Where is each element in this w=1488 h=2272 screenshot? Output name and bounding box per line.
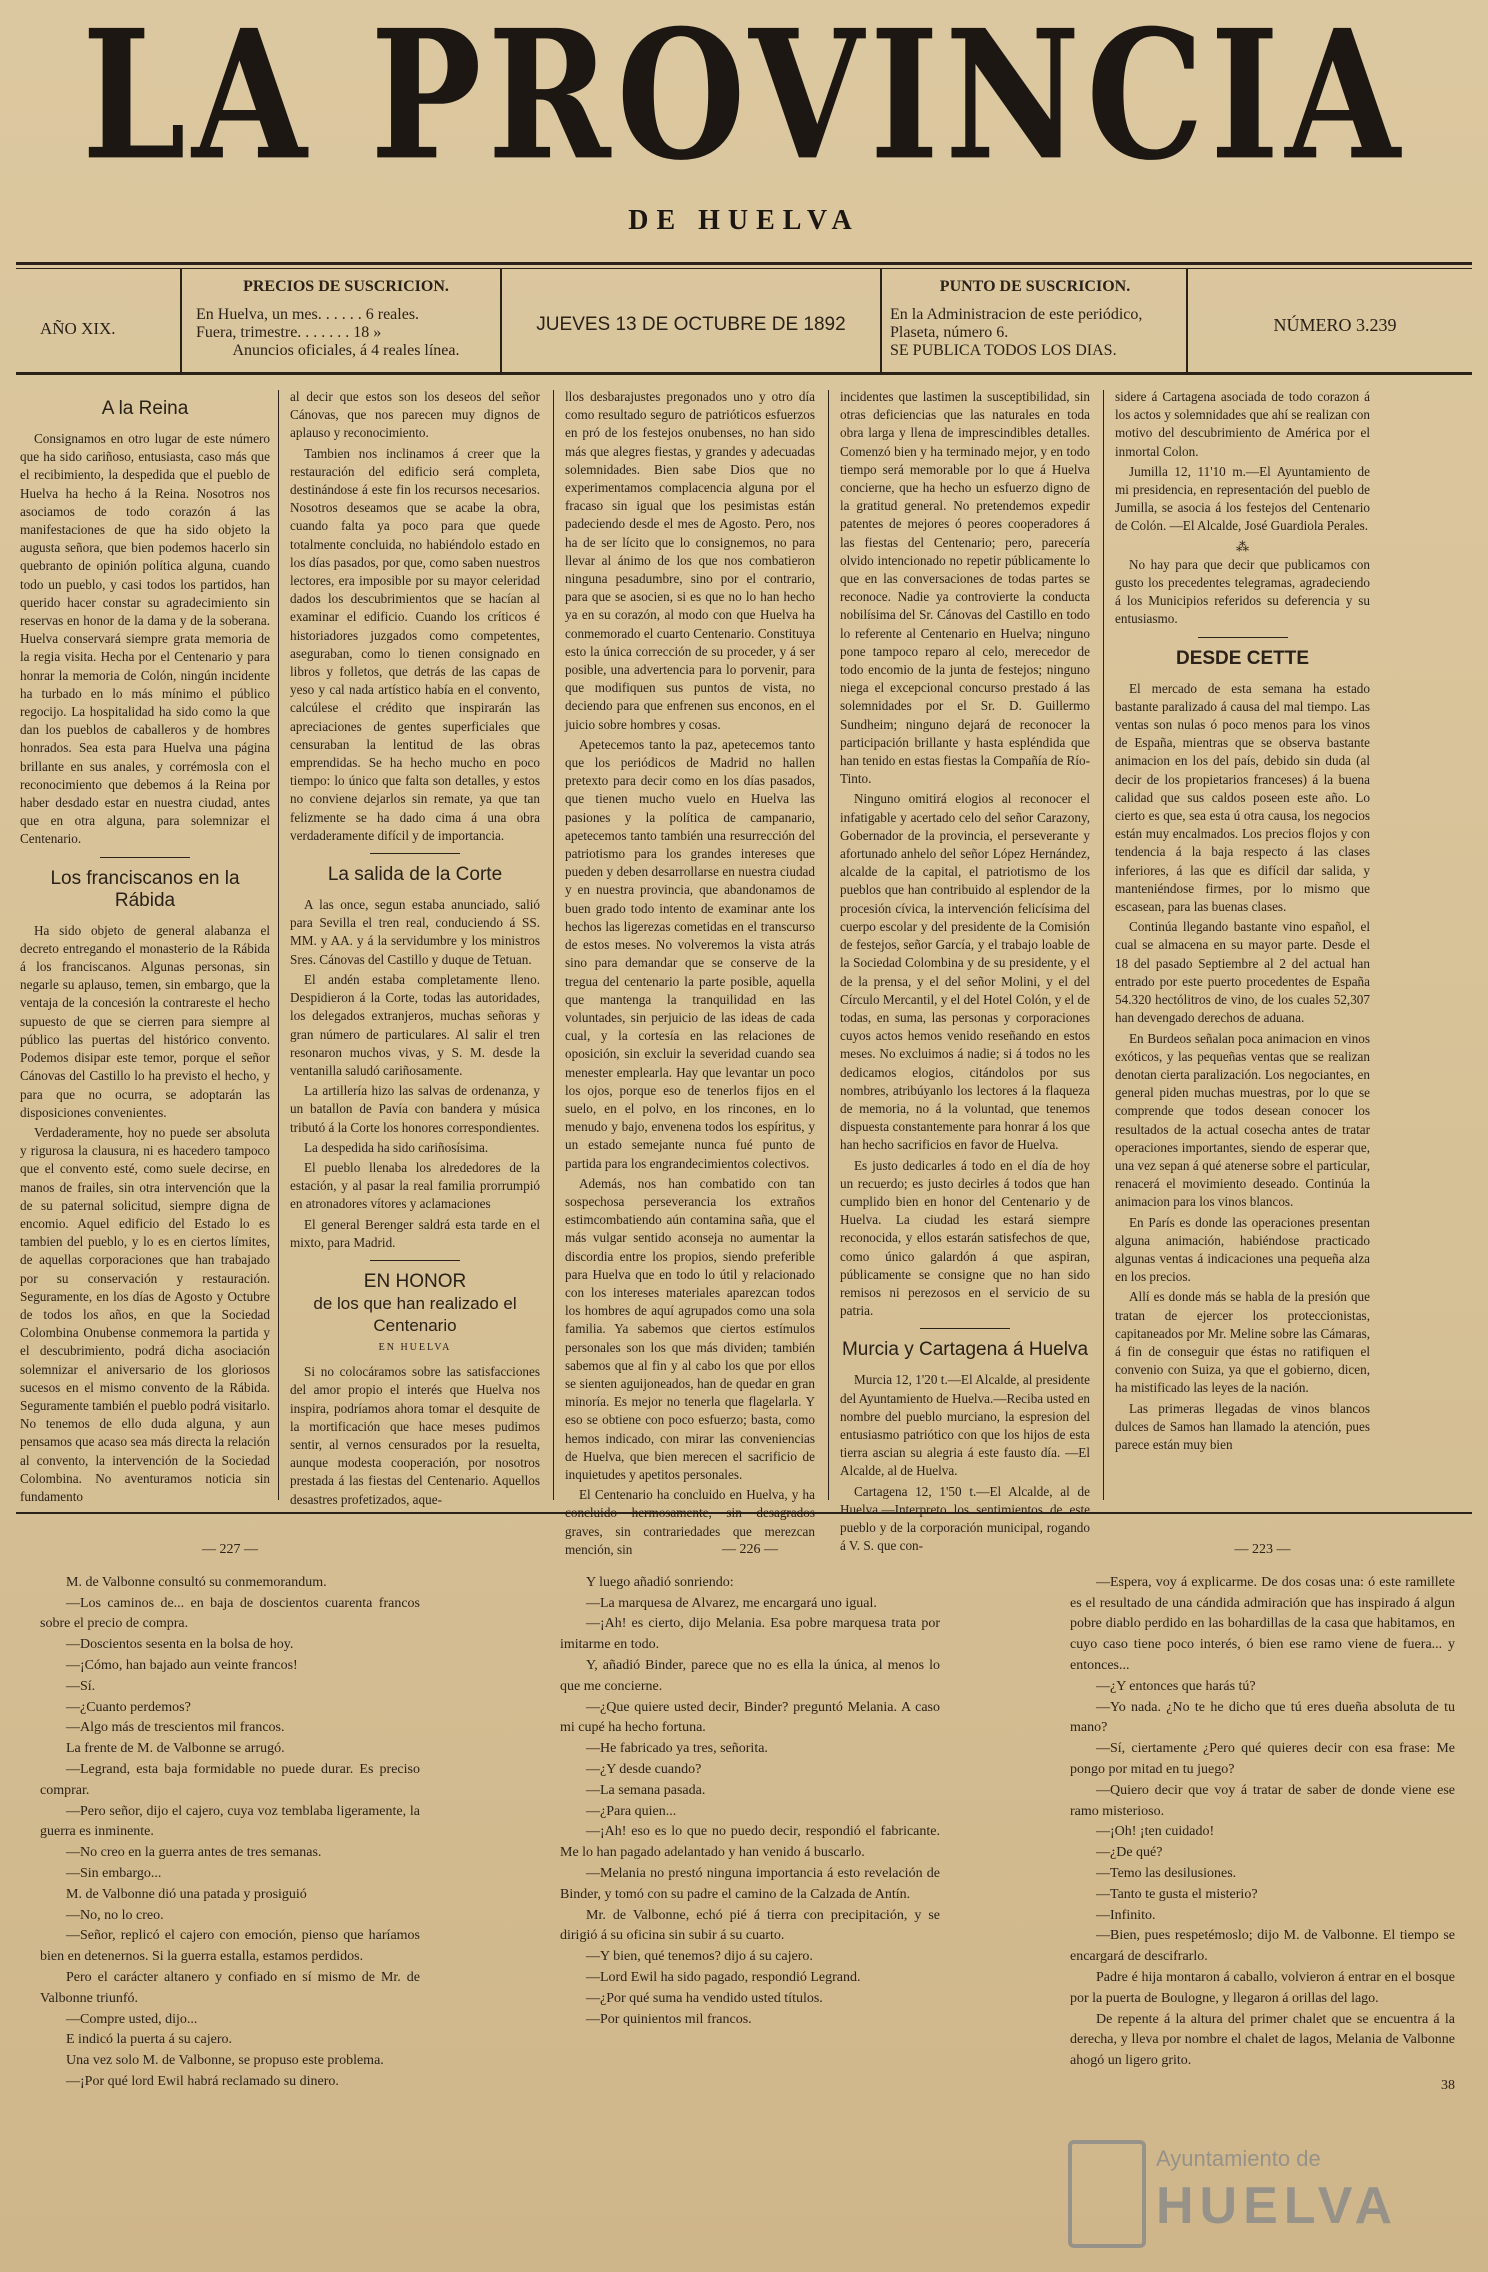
article-heading: A la Reina: [101, 398, 189, 419]
article-paragraph: El mercado de esta semana ha estado bastante paralizado á causa del mal tiempo. Las ventas son nulas ó poco menos para los vinos de España, mientras que se observa bastante animacion en los del país, debido sin duda (al decir de los propietarios franceses) á la buena calidad que sus caldos poseen este año. Lo cierto es que, sea esta ú otra causa, los negocios están muy encalmados. Los precios flojos y con tendencia á la baja respecto á las clases inferiores, á las que es difícil dar salida, y manteniéndose firmes, por lo mismo que escasean, para las buenas clases.: [1115, 680, 1370, 915]
folletin-line: —¿Cuanto perdemos?: [66, 1699, 191, 1715]
folletin-line: —Infinito.: [1096, 1907, 1156, 1923]
article-paragraph: La despedida ha sido cariñosísima.: [304, 1139, 489, 1155]
folletin-text: [1070, 1573, 1455, 2072]
column-rule: [1103, 390, 1104, 1500]
year-label: AÑO XIX.: [40, 319, 116, 338]
column-rule: [278, 390, 279, 1500]
folletin-line: —¿De qué?: [1096, 1845, 1163, 1861]
folletin-line: —Sí.: [66, 1678, 96, 1694]
punto-title: PUNTO DE SUSCRICION.: [939, 278, 1131, 295]
watermark-line1: Ayuntamiento de: [1156, 2146, 1321, 2171]
article-paragraph: El general Berenger saldrá esta tarde en el mixto, para Madrid.: [290, 1216, 540, 1250]
article-paragraph: Es justo dedicarles á todo en el día de hoy un recuerdo; es justo decirles á todos que han cumplido bien en honor del Centenario y de Huelva. La ciudad les estará siempre reconocida, y ellos estarán satisfechos de que, como único galardón á que aspiran, públicamente se consigne que no han sido remisos ni perezosos en el servicio de su patria.: [840, 1157, 1090, 1319]
article-paragraph: Verdaderamente, hoy no puede ser absoluta y rigurosa la clausura, ni es hacedero tampoco que el convento esté, como suele decirse, en manos de frailes, sin otra intervención que la de su paternal solicitud, siempre digna de encomio. Aquel edificio del Estado lo es tambien del pueblo, y lo es en ciertos límites, de aquellas corporaciones que han trabajado por su conservación y restauración. Seguramente, en los días de Agosto y Octubre de todos los años, en que la Sociedad Colombina Onubense conmemora la partida y el descubrimiento, podrá dicha asociación solemnizar el aniversario de los gloriosos sucesos en el mismo convento de la Rábida. Seguramente también el pueblo podrá visitarlo. No tenemos de ello duda alguna, y aun pensamos que acaso sea más directa la relación al convento, la intervención de la Sociedad Colombina. No aventuramos noticia sin fundamento: [20, 1124, 270, 1504]
separator: [1198, 637, 1288, 638]
folletin-line: —¡Ah! es cierto, dijo Melania. Esa pobre marquesa trata por imitarme en todo.: [560, 1616, 940, 1653]
folletin-line: —Pero señor, dijo el cajero, cuya voz temblaba ligeramente, la guerra es inminente.: [40, 1803, 420, 1840]
folletin-line: —Sí, ciertamente ¿Pero qué quieres decir con esa frase: Me pongo por mitad en tu juego?: [1070, 1741, 1455, 1777]
folletin-line: —Quiero decir que voy á tratar de saber de donde viene ese ramo misterioso.: [1070, 1782, 1455, 1819]
folletin-text: [40, 1573, 420, 2093]
folletin-line: De repente á la altura del primer chalet que se encuentra á la derecha, y lleva por nombre el chalet de lagos, Melania de Valbonne ahogó un ligero grito.: [1070, 2011, 1455, 2069]
folletin-line: —¿Que quiere usted decir, Binder? preguntó Melania. A caso mi cupé ha hecho fortuna.: [560, 1699, 940, 1736]
punto-line: En la Administracion de este periódico,: [890, 306, 1143, 323]
article-paragraph: Además, nos han combatido con tan sospechosa perseverancia los extraños estimcombatiendo aún contamina saña, que el más vulgar sentido aconseja no aumentar la discordia entre los propios, siendo preferible para Huelva que en todo lo útil y relacionado con los intereses materiales aparezcan todos los hombres de aquí agrupados como una sola familia. Ya sabemos que ciertos estímulos personales son los que más dividen; también sabemos que al fin y al cabo los que por ellos se sienten aguijoneados, han de quedar en gran minoría. Es mejor no tenerla que flagelarla. Y eso se obtiene con poco esfuerzo; basta, como hemos indicado, con mirar las conveniencias de Huelva, que bien merecen el sacrificio de inquietudes y apetitos personales.: [565, 1175, 815, 1482]
article-subheading: EN HUELVA: [378, 1341, 452, 1353]
folletin-line: —Bien, pues respetémoslo; dijo M. de Valbonne. El tiempo se encargará de descifrarlo.: [1070, 1928, 1455, 1965]
column-5: [1115, 388, 1370, 1508]
column-1: [20, 388, 270, 1508]
folletin-page-right: [1070, 1540, 1455, 2097]
folletin-line: —Doscientos sesenta en la bolsa de hoy.: [66, 1637, 294, 1653]
folletin-line: —¡Cómo, han bajado aun veinte francos!: [66, 1657, 298, 1673]
article-paragraph: Murcia 12, 1'20 t.—El Alcalde, al presidente del Ayuntamiento de Huelva.—Reciba usted en nombre del pueblo murciano, la espresion del entusiasmo patriótico con que los hijos de esta tierra ascian su alegria á este fausto día. —El Alcalde, al de Huelva.: [840, 1372, 1091, 1479]
folletin-line: Mr. de Valbonne, echó pié á tierra con precipitación, y se dirigió á su oficina sin subir á su cuarto.: [560, 1907, 940, 1944]
folletin-line: —Espera, voy á explicarme. De dos cosas una: ó este ramillete es el resultado de una cándida admiración que has inspirado á algun pobre diablo perdido en las bohardillas de la casa que habitamos, en cuyo caso tiene poco interés, ó bien ese ramo viene de fuera... y entonces...: [1070, 1574, 1455, 1673]
article-paragraph: Continúa llegando bastante vino español, el cual se almacena en su mayor parte. Desde el 18 del pasado Septiembre al 2 del actual han entrado por este puerto procedentes de España 54.320 hectólitros de vino, de los cuales 52,307 han devengado derechos de aduana.: [1115, 919, 1370, 1026]
page-number: — 226 —: [722, 1542, 778, 1557]
folletin-line: —¡Oh! ¡ten cuidado!: [1096, 1824, 1215, 1840]
price-line: Fuera, trimestre. . . . . . . 18 »: [196, 324, 382, 341]
page-note: 38: [1441, 2077, 1455, 2093]
folletin-text: [560, 1573, 940, 2031]
folletin-line: —Algo más de trescientos mil francos.: [66, 1720, 285, 1736]
subscription-prices: [196, 278, 496, 378]
folletin-line: —Melania no prestó ninguna importancia á esto revelación de Binder, y tomó con su padre el camino de la Calzada de Antín.: [560, 1865, 940, 1902]
folletin-line: —¿Para quien...: [586, 1803, 677, 1819]
watermark-line2: HUELVA: [1156, 2177, 1399, 2235]
masthead-subtitle: DE HUELVA: [628, 205, 860, 236]
folletin-line: —¿Por qué suma ha vendido usted títulos.: [586, 1990, 823, 2006]
header-divider: [880, 268, 882, 372]
folletin-line: —Yo nada. ¿No te he dicho que tú eres dueña absoluta de tu mano?: [1070, 1699, 1455, 1736]
folletin-page-left: [40, 1540, 420, 2093]
shield-icon: [1068, 2140, 1146, 2248]
folletin-page-center: [560, 1540, 940, 2030]
article-paragraph: En Burdeos señalan poca animacion en vinos exóticos, y las pequeñas ventas que se realizan denotan cierta paralización. Los negociantes, en general piden muchas muestras, por lo que se comprende que todos desean conocer los resultados de la actual cosecha antes de tratar operaciones importantes, siendo de esperar que, una vez sepan á qué atenerse sobre el particular, renacerá el movimiento deseado. Continúa la animacion para los vinos blancos.: [1115, 1030, 1370, 1210]
folletin-line: —La marquesa de Alvarez, me encargará uno igual.: [586, 1595, 877, 1611]
folletin-line: Una vez solo M. de Valbonne, se propuso este problema.: [66, 2053, 384, 2069]
article-paragraph: Ha sido objeto de general alabanza el decreto entregando el monasterio de la Rábida á los franciscanos. Algunas personas, sin negarle su aplauso, temen, sin embargo, que la ventaja de la concesión la contrareste el hecho supuesto de que se cierren para siempre al público las puertas del histórico convento. Podemos disipar este temor, porque el señor Cánovas del Castillo lo ha previsto el hecho, y para que no ocurra, se adoptarán las disposiciones convenientes.: [20, 922, 270, 1120]
article-heading: Los franciscanos en la Rábida: [50, 867, 240, 911]
folletin-line: —Legrand, esta baja formidable no puede durar. Es preciso comprar.: [40, 1761, 420, 1798]
page-number: — 227 —: [202, 1542, 258, 1557]
folletin-line: —¡Ah! eso es lo que no puedo decir, respondió el fabricante. Me lo han pagado adelantado y han venido á buscarlo.: [560, 1824, 940, 1861]
prices-title: PRECIOS DE SUSCRICION.: [243, 278, 449, 295]
folletin-line: —Señor, replicó el cajero con emoción, pienso que haríamos bien en detenernos. Si la guerra estalla, estamos perdidos.: [40, 1928, 420, 1965]
article-paragraph: Las primeras llegadas de vinos blancos dulces de Samos han llamado la atención, pues parece están muy bien: [1115, 1400, 1370, 1452]
separator: [920, 1328, 1010, 1329]
article-paragraph: Consignamos en otro lugar de este número que ha sido cariñoso, entusiasta, caso más que el recibimiento, la despedida que el pueblo de Huelva ha hecho á la Reina. Nosotros nos asociamos de todo corazón á las manifestaciones de que ha sido objeto la augusta señora, que bien podemos hacerlo sin quebranto de opinión política alguna, cuando todo un pueblo, y casi todos los partidos, han querido hacer constar su agradecimiento sin reservas en honor de la dama y de la soberana. Huelva conservará siempre grata memoria de la regia visita. Hecha por el Centenario y para honrar la memoria de Colón, ningún incidente ha turbado en lo más mínimo el público regocijo. La hospitalidad ha sido como la que dan los pueblos de caballeros y de hombres honrados. Sea esta para Huelva una página brillante en sus anales, y corrémosla con el reconocimiento que debemos á la Reina por haber desdado estar en nuestra ciudad, antes que en otra alguna, para solemnizar el Centenario.: [20, 431, 270, 847]
article-paragraph: Cartagena 12, 1'50 t.—El Alcalde, al de Huelva.—Interpreto los sentimientos de este pueblo y de la corporación municipal, rogando á V. S. que con-: [840, 1483, 1090, 1554]
subscription-point: [890, 278, 1180, 378]
folletin-line: Y luego añadió sonriendo:: [586, 1574, 734, 1590]
header-divider: [1186, 268, 1188, 372]
article-paragraph: llos desbarajustes pregonados uno y otro día como resultado seguro de patrióticos esfuerzos en pró de los festejos onubenses, no han sido más que alegres fiestas, y grandes y adecuadas solemnidades. Bien sabe Dios que no experimentamos complacencia alguna por el fracaso sin igual que los pesimistas están padeciendo desde el mes de Agosto. Pero, nos ha de ser lícito que lo consignemos, no para llevar al ánimo de los que nos combatieron ninguna pesadumbre, sino por el contrario, para que se asocien, si es que no lo han hecho ya en su corazón, al modo con que Huelva ha conmemorado el cuarto Centenario. Constituya esto la única corrección de su proceder, y á ser posible, una advertencia para lo porvenir, para que modifiquen sus puntos de vista, no deciendo para que enfrenen sus enconos, en el juicio sobre hombres y cosas.: [565, 389, 815, 732]
folletin-rule: [16, 1512, 1472, 1514]
article-paragraph: Ninguno omitirá elogios al reconocer el infatigable y acertado celo del señor Carazony, Gobernador de la provincia, el perseverante y afortunado anhelo del señor López Hernández, alcalde de la capital, el patriotismo de los pueblos que han contribuido al esplendor de la procesión cívica, la intervención felicísima del cuerpo escolar y del presidente de la Comisión de festejos, señor García, y el trabajo loable de la Sociedad Colombina y de su presidente, y el de la prensa, y el del señor Molini, y el del Círculo Mercantil, y el del Hotel Colón, y el de todas, en suma, las personas y corporaciones cuyos actos hemos venido reseñando en estos meses. No excluimos á nadie; si á todos no les dedicamos elogios, citándolos por sus nombres, atribúyanlo los lectores á la flaqueza de memoria, no á la voluntad, que tenemos dispuesta constantemente para honrar á los que han hecho sacrificios en favor de Huelva.: [840, 791, 1090, 1153]
article-paragraph: El pueblo llenaba los alrededores de la estación, y al pasar la real familia prorrumpió en atronadores vítores y aclamaciones: [290, 1159, 540, 1212]
folletin-line: —No creo en la guerra antes de tres semanas.: [66, 1845, 322, 1861]
issue-number: NÚMERO 3.239: [1273, 315, 1397, 335]
folletin-line: —¡Por qué lord Ewil habrá reclamado su dinero.: [66, 2073, 339, 2089]
price-line: Anuncios oficiales, á 4 reales línea.: [232, 342, 460, 359]
column-rule: [553, 390, 554, 1500]
folletin-line: —¿Y desde cuando?: [586, 1761, 702, 1777]
price-line: En Huelva, un mes. . . . . . 6 reales.: [196, 306, 420, 323]
article-paragraph: La artillería hizo las salvas de ordenanza, y un batallon de Pavía con bandera y música tributó á la Corte los honores correspondientes.: [290, 1083, 540, 1135]
column-2: [290, 388, 540, 1508]
article-paragraph: Jumilla 12, 11'10 m.—El Ayuntamiento de mi presidencia, en representación del pueblo de Jumilla, se asocia á los festejos del Centenario de Colón. —El Alcalde, José Guardiola Perales.: [1115, 463, 1370, 534]
punto-line: Plaseta, número 6.: [890, 324, 1009, 341]
column-rule: [828, 390, 829, 1500]
folletin-line: —Tanto te gusta el misterio?: [1096, 1886, 1258, 1902]
folletin-line: —Los caminos de... en baja de doscientos cuarenta francos sobre el precio de compra.: [40, 1595, 420, 1632]
separator: [370, 1260, 460, 1261]
article-heading: de los que han realizado el Centenario: [313, 1293, 517, 1335]
folletin-line: M. de Valbonne consultó su conmemorandum.: [66, 1574, 327, 1590]
article-heading: EN HONOR: [363, 1270, 467, 1292]
header-top-rule: [16, 262, 1472, 265]
article-paragraph: El Centenario ha concluido en Huelva, y ha concluido hermosamente, sin desagrados graves, sin contrariedades que merezcan mención, sin: [565, 1487, 815, 1557]
article-paragraph: sidere á Cartagena asociada de todo corazon á los actos y solemnidades que ahí se realizan con motivo del descubrimiento de América por el inmortal Colon.: [1115, 389, 1370, 459]
article-paragraph: incidentes que lastimen la susceptibilidad, sin otras deficiencias que las naturales en toda obra larga y llena de imprescindibles detalles. Comenzó bien y ha terminado mejor, y en todo tiempo será memorable por lo que á Huelva concierne, que ha hecho un esfuerzo digno de la gratitud general. No pretendemos expedir patentes de mejores ó peores cooperadores á las fiestas del Centenario; pero, parecería olvido intencionado no repetir públicamente lo que en las conversaciones de todas partes se reconoce. Nadie ya controvierte la conducta nobilísima del Sr. Cánovas del Castillo en todo lo referente al Centenario en Huelva; ninguno pone tampoco reparo al celo, merecedor de todo encomio de la junta de festejos; ninguno niega el excepcional concurso prestado á las solemnidades por el Sr. D. Guillermo Sundheim; ninguno dejará de reconocer la participación brillante y hasta espléndida que han tenido en estas fiestas la Compañía de Río-Tinto.: [840, 389, 1090, 787]
asterism: ⁂: [1235, 538, 1250, 554]
folletin-line: —Lord Ewil ha sido pagado, respondió Legrand.: [586, 1969, 861, 1985]
folletin-line: La frente de M. de Valbonne se arrugó.: [66, 1741, 285, 1757]
folletin-line: —Temo las desilusiones.: [1096, 1865, 1237, 1881]
article-paragraph: Allí es donde más se habla de la presión que tratan de ejercer los proteccionistas, capitaneados por Mr. Meline sobre las Cámaras, á fin de conseguir que éstas no ratifiquen el convenio con Suiza, ya que el gobierno, dicen, ha mistificado las leyes de la nación.: [1115, 1289, 1370, 1396]
folletin-line: —La semana pasada.: [586, 1782, 706, 1798]
folletin-line: —¿Y entonces que harás tú?: [1096, 1678, 1256, 1694]
watermark-logo: [1068, 2140, 1408, 2250]
folletin-line: Pero el carácter altanero y confiado en sí mismo de Mr. de Valbonne triunfó.: [40, 1969, 420, 2006]
folletin-line: —Compre usted, dijo...: [66, 2011, 198, 2027]
folletin-line: —No, no lo creo.: [66, 1907, 164, 1923]
article-paragraph: El andén estaba completamente lleno. Despidieron á la Corte, todas las autoridades, los delegados extranjeros, muchas señoras y gran número de particulares. Al salir el tren resonaron muchos vivas, y S. M. desde la ventanilla saludó cariñosamente.: [290, 971, 540, 1078]
folletin-line: Y, añadió Binder, parece que no es ella la única, al menos lo que me concierne.: [560, 1657, 940, 1694]
article-paragraph: al decir que estos son los deseos del señor Cánovas, que nos parecen muy dignos de aplauso y reconocimiento.: [290, 389, 540, 441]
separator: [370, 853, 460, 854]
separator: [100, 857, 190, 858]
folletin-line: E indicó la puerta á su cajero.: [66, 2032, 232, 2048]
punto-line: SE PUBLICA TODOS LOS DIAS.: [890, 342, 1117, 359]
header-top-rule-thin: [16, 268, 1472, 269]
page-number: — 223 —: [1234, 1542, 1291, 1557]
folletin-line: —He fabricado ya tres, señorita.: [586, 1741, 768, 1757]
masthead-title: LA PROVINCIA: [81, 0, 1407, 200]
folletin-line: —Por quinientos mil francos.: [586, 2011, 752, 2027]
folletin-line: M. de Valbonne dió una patada y prosiguió: [66, 1886, 307, 1902]
article-heading: Murcia y Cartagena á Huelva: [841, 1339, 1089, 1361]
folletin-line: Padre é hija montaron á caballo, volvieron á entrar en el bosque por la puerta de Boulogne, y llegaron á orillas del lago.: [1070, 1969, 1455, 2006]
header-divider: [180, 268, 182, 372]
article-paragraph: Tambien nos inclinamos á creer que la restauración del edificio será completa, destinándose á este fin los recursos necesarios. Nosotros deseamos que se acabe la obra, cuando falta ya poco para que quede totalmente concluida, no habiéndolo estado en los días pasados, por que, como saben nuestros lectores, era imposible por su mayor celeridad dados los descubrimientos que se hacían al examinar el edificio. Cuando los críticos é historiadores juzgados como competentes, aseguraban, como lo tienen consignado en libros y folletos, que detrás de las capas de yeso y cal nada artístico había en el convento, calcúlese el crédito que inspirarán las apreciaciones de gentes superficiales que censuraban la lentitud de las obras emprendidas. Se ha hecho mucho en poco tiempo: lo único que falta son detalles, y estos no conviene dejarlos sin remate, ya que tan felizmente se ha dado cima á una obra verdaderamente difícil y de importancia.: [290, 445, 540, 843]
article-heading: La salida de la Corte: [327, 864, 503, 886]
header-divider: [500, 268, 502, 372]
article-paragraph: En París es donde las operaciones presentan alguna animación, habiéndose practicado algunas ventas á indicaciones una pequeña alza en los precios.: [1115, 1214, 1370, 1285]
folletin-line: —Sin embargo...: [66, 1865, 162, 1881]
article-paragraph: A las once, segun estaba anunciado, salió para Sevilla el tren real, conduciendo á SS. MM. y AA. y á la servidumbre y los ministros Sres. Cánovas del Castillo y duque de Tetuan.: [290, 897, 540, 967]
issue-date: JUEVES 13 DE OCTUBRE DE 1892: [536, 314, 846, 335]
folletin-line: —Y bien, qué tenemos? dijo á su cajero.: [586, 1949, 813, 1965]
column-4: [840, 388, 1091, 1554]
article-paragraph: Apetecemos tanto la paz, apetecemos tanto que los periódicos de Madrid no hallen pretexto para decir como en los días pasados, que tienen mucho vuelo en Huelva las pasiones y la política de campanario, apetecemos tanto también una resurrección del patriotismo para los grandes intereses que pueden y deben desarrollarse en nuestra ciudad y en nuestra provincia, que abandonamos de buen grado todo intento de examinar ante los hechos las ligerezas cometidas en el transcurso de estos meses. No volveremos la vista atrás sino para demandar que se conserve de la tregua del centenario la parte posible, aquella que mantenga la tranquilidad en las voluntades, sin perjuicio de las ideas de cada cual, y la cortesía en las relaciones de oposición, sin excluir la severidad cuando sea menester emplearla. Hay que levantar un poco los ojos, porque eso de tenerlos fijos en el suelo, en el polvo, en los rincones, en lo menudo y bajo, envenena todos los espíritus, y un estado semejante nunca fué punto de partida para los engrandecimientos colectivos.: [565, 736, 815, 1171]
article-paragraph: Si no colocáramos sobre las satisfacciones del amor propio el interés que Huelva nos inspira, podríamos ahora tomar el desquite de la mortificación que hace meses pudimos sentir, al vernos censurados por la resuelta, aunque modesta cooperación, por nosotros prestada á las fiestas del Centenario. Aquellos desastres profetizados, aque-: [290, 1364, 540, 1507]
article-paragraph: No hay para que decir que publicamos con gusto los precedentes telegramas, agradeciendo á los Municipios referidos su deferencia y su entusiasmo.: [1115, 556, 1370, 627]
article-heading: DESDE CETTE: [1175, 647, 1310, 669]
